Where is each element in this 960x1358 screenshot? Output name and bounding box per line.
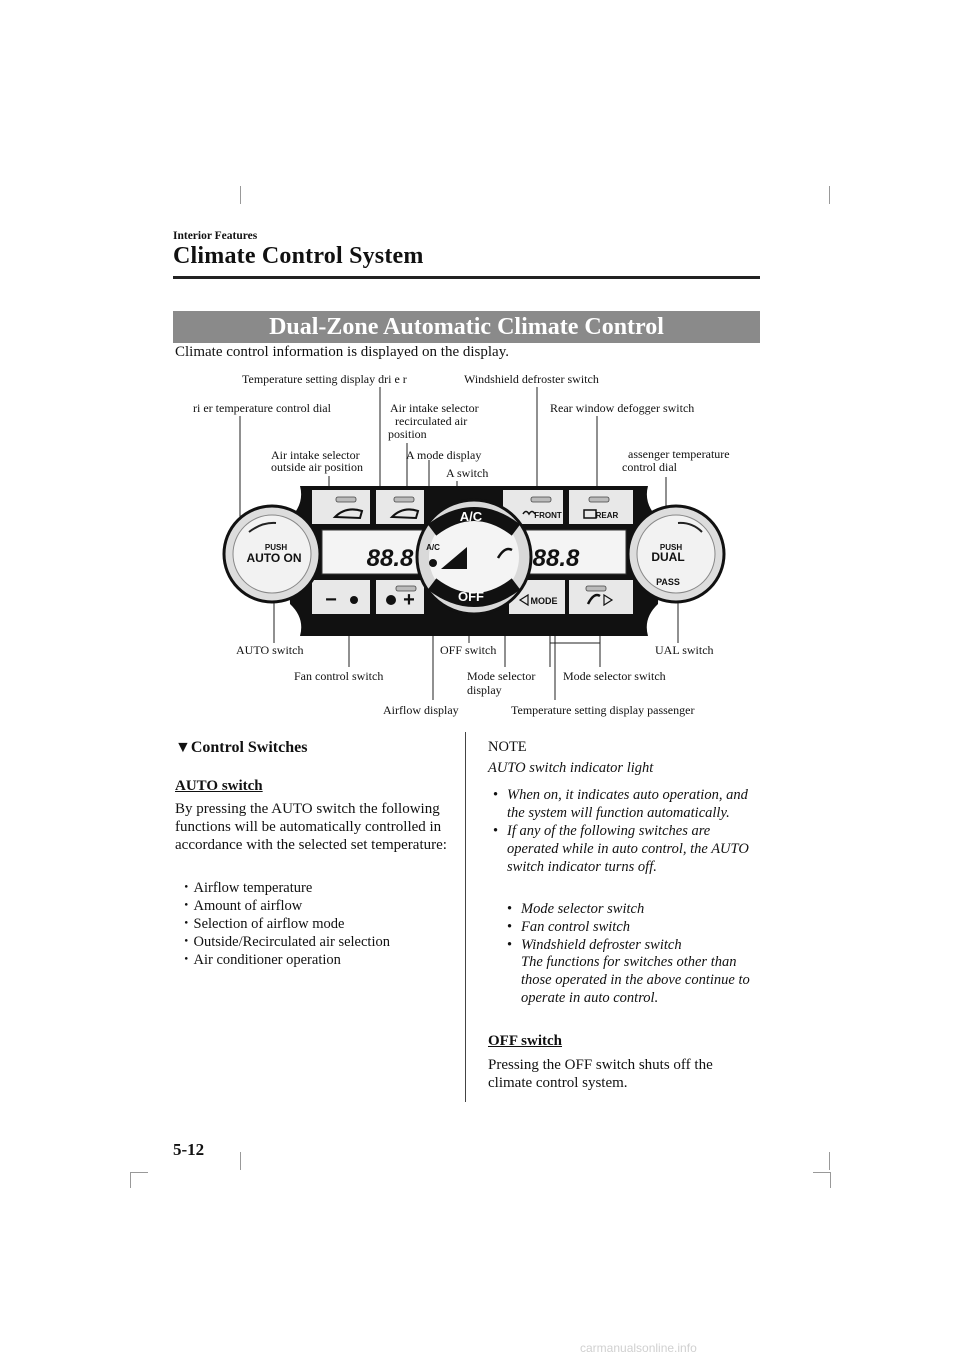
section-banner: Dual-Zone Automatic Climate Control bbox=[173, 311, 760, 343]
fan-minus-label: − bbox=[325, 589, 337, 611]
ac-label: A/C bbox=[459, 509, 483, 524]
note-list bbox=[486, 786, 758, 876]
list-item: • If any of the following switches are operated while in auto control, the AUTO switch indicator turns off. bbox=[486, 822, 758, 876]
label-air-intake-recirc-2: recirculated air bbox=[395, 414, 468, 428]
label-auto-switch: AUTO switch bbox=[236, 643, 304, 657]
list-item: ・ Outside/Recirculated air selection bbox=[179, 933, 449, 951]
label-passenger-dial-1: assenger temperature bbox=[628, 447, 730, 461]
label-fan-control: Fan control switch bbox=[294, 669, 384, 683]
auto-switch-paragraph: By pressing the AUTO switch the following functions will be automatically controlled in accordance with the selected set temperature: bbox=[175, 801, 447, 853]
label-air-intake-recirc-1: Air intake selector bbox=[390, 401, 479, 415]
list-item: • Mode selector switch bbox=[500, 900, 758, 918]
label-off-switch: OFF switch bbox=[440, 643, 497, 657]
note-sublist bbox=[500, 900, 758, 954]
chapter-title: Climate Control System bbox=[173, 243, 424, 269]
auto-on-label: AUTO ON bbox=[246, 551, 302, 565]
front-label: FRONT bbox=[534, 511, 562, 520]
climate-control-panel bbox=[224, 486, 724, 636]
label-mode-selector-switch: Mode selector switch bbox=[563, 669, 666, 683]
label-ac-mode-display: A mode display bbox=[406, 448, 482, 462]
ac-mode-indicator: A/C bbox=[426, 543, 440, 552]
auto-switch-heading: AUTO switch bbox=[175, 778, 263, 794]
mode-label: MODE bbox=[530, 596, 558, 606]
control-switches-heading: ▼Control Switches bbox=[175, 739, 308, 756]
off-label: OFF bbox=[458, 589, 484, 604]
push-label-left: PUSH bbox=[264, 543, 288, 552]
list-item: ・ Air conditioner operation bbox=[179, 951, 449, 969]
label-dual-switch: UAL switch bbox=[655, 643, 714, 657]
label-passenger-dial-2: control dial bbox=[622, 460, 677, 474]
label-driver-temp-dial: ri er temperature control dial bbox=[193, 401, 331, 415]
rear-label: REAR bbox=[595, 511, 619, 520]
label-mode-selector-display-1: Mode selector bbox=[467, 669, 536, 683]
auto-functions-list bbox=[179, 879, 449, 969]
page-number: 5-12 bbox=[173, 1140, 205, 1159]
list-item: • When on, it indicates auto operation, and the system will function automatically. bbox=[486, 786, 758, 822]
label-windshield-defroster: Windshield defroster switch bbox=[464, 372, 599, 386]
list-item: ・ Selection of airflow mode bbox=[179, 915, 449, 933]
watermark: carmanualsonline.info bbox=[580, 1341, 697, 1355]
triangle-down-icon: ▼ bbox=[175, 739, 191, 756]
label-mode-selector-display-2: display bbox=[467, 683, 502, 697]
note-sub-paragraph: The functions for switches other than those operated in the above continue to operate in auto control. bbox=[521, 954, 750, 1006]
off-switch-heading: OFF switch bbox=[488, 1033, 563, 1049]
column-divider bbox=[465, 732, 466, 1102]
temp-display-passenger: 88.8 bbox=[532, 545, 580, 572]
label-temp-display-passenger: Temperature setting display passenger bbox=[511, 703, 695, 717]
label-air-intake-outside-2: outside air position bbox=[271, 460, 363, 474]
label-airflow-display: Airflow display bbox=[383, 703, 459, 717]
intro-text: Climate control information is displayed on the display. bbox=[175, 344, 509, 360]
list-item: ・ Amount of airflow bbox=[179, 897, 449, 915]
label-air-intake-recirc-3: position bbox=[388, 427, 427, 441]
note-label: NOTE bbox=[488, 739, 527, 755]
list-item: • Windshield defroster switch bbox=[500, 936, 758, 954]
list-item: ・ Airflow temperature bbox=[179, 879, 449, 897]
dual-label: DUAL bbox=[651, 550, 685, 564]
pass-label: PASS bbox=[656, 577, 680, 587]
temp-display-driver: 88.8 bbox=[366, 545, 414, 572]
label-temp-display-driver: Temperature setting display dri e r bbox=[242, 372, 407, 386]
note-title: AUTO switch indicator light bbox=[488, 760, 654, 776]
push-label-right: PUSH bbox=[659, 543, 683, 552]
fan-plus-label: + bbox=[403, 589, 415, 611]
label-air-intake-outside-1: Air intake selector bbox=[271, 448, 360, 462]
section-title: Interior Features bbox=[173, 230, 258, 242]
label-ac-switch: A switch bbox=[446, 466, 489, 480]
label-rear-defogger: Rear window defogger switch bbox=[550, 401, 695, 415]
off-switch-paragraph: Pressing the OFF switch shuts off the climate control system. bbox=[488, 1057, 713, 1091]
list-item: • Fan control switch bbox=[500, 918, 758, 936]
